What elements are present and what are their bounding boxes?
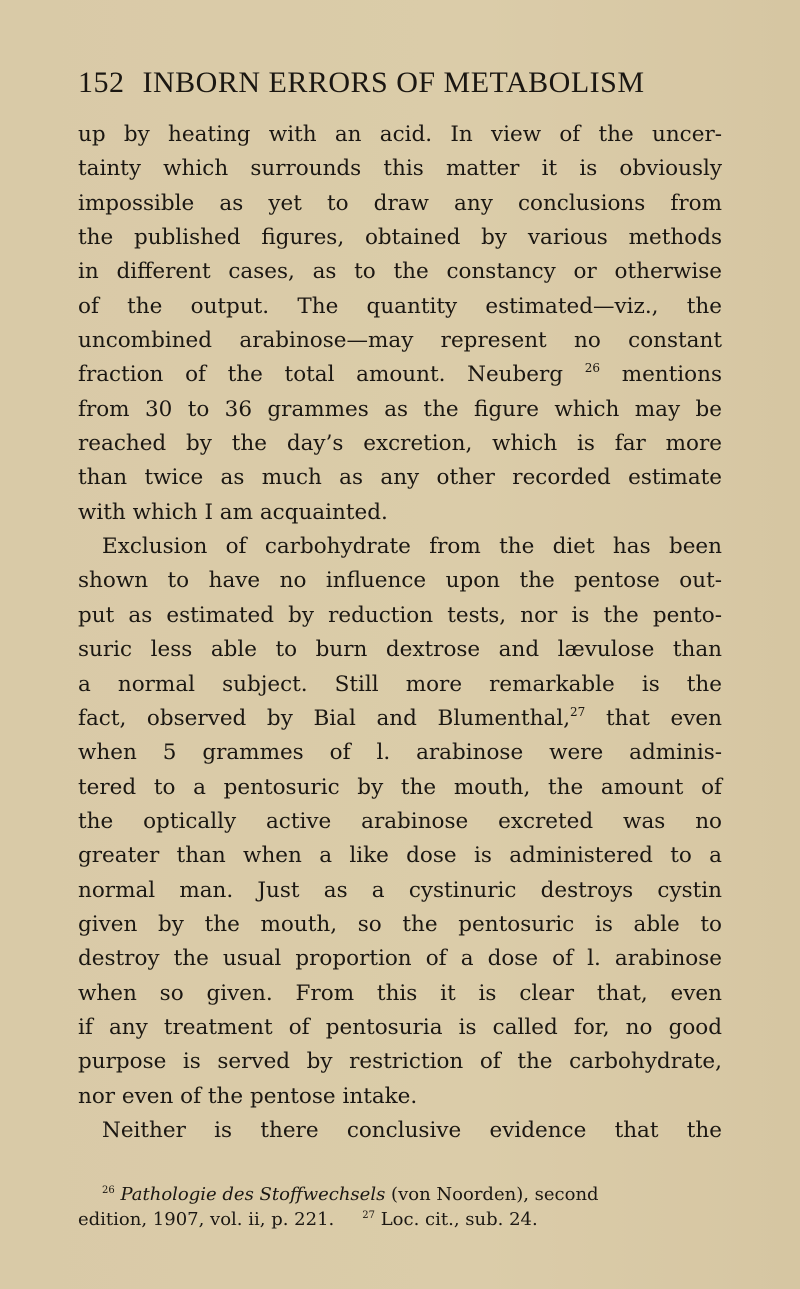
text-line-content: the optically active arabinose excreted was no (78, 808, 722, 834)
text-line (78, 427, 722, 461)
text-line-content: up by heating with an acid. In view of the uncer- (78, 122, 722, 147)
footnote-26-text: (von Noorden), second (385, 1184, 599, 1205)
text-line-content: put as estimated by reduction tests, nor is the pento- (78, 602, 722, 628)
page-number: 152 (78, 66, 125, 99)
footnote-26-continuation (78, 1207, 722, 1232)
footnote-reference: 27 (570, 704, 586, 719)
text-line-content: from 30 to 36 grammes as the figure which may be (78, 396, 722, 422)
text-line-content: normal man. Just as a cystinuric destroys cystin (78, 877, 722, 903)
text-line (78, 221, 722, 255)
text-line (78, 942, 722, 976)
text-line-content: destroy the usual proportion of a dose of l. arabinose (78, 946, 722, 972)
text-line (78, 633, 722, 667)
text-line-content: the published figures, obtained by various methods (78, 225, 722, 251)
footnote-marker-27: 27 (362, 1210, 375, 1221)
text-line (78, 1011, 722, 1045)
text-line (78, 771, 722, 805)
text-line (78, 324, 722, 358)
text-line (78, 736, 722, 770)
text-line (78, 393, 722, 427)
text-line (78, 564, 722, 598)
text-line (78, 461, 722, 495)
text-line (78, 805, 722, 839)
text-line (78, 358, 722, 392)
footnotes (78, 1182, 722, 1232)
text-line-content: shown to have no influence upon the pentose out- (78, 568, 722, 594)
text-line-content: impossible as yet to draw any conclusions from (78, 190, 722, 216)
text-line-content: tainty which surrounds this matter it is obviously (78, 156, 722, 182)
text-line (78, 668, 722, 702)
running-title: INBORN ERRORS OF METABOLISM (142, 66, 645, 99)
text-line-content: than twice as much as any other recorded estimate (78, 465, 722, 491)
text-line (78, 839, 722, 873)
text-line (78, 118, 722, 152)
text-line (78, 1045, 722, 1079)
footnote-27-text: Loc. cit., sub. 24. (375, 1209, 538, 1230)
text-line (78, 702, 722, 736)
text-line-content: of the output. The quantity estimated—viz., the (78, 293, 722, 319)
text-line (78, 1080, 722, 1114)
text-line-content: that even (585, 705, 722, 731)
text-line (78, 255, 722, 289)
text-line (78, 977, 722, 1011)
text-line (78, 187, 722, 221)
text-line-content: fact, observed by Bial and Blumenthal, (78, 705, 571, 731)
text-line (78, 152, 722, 186)
text-line-content: nor even of the pentose intake. (78, 1083, 418, 1109)
text-line-content: in different cases, as to the constancy or otherwise (78, 259, 722, 285)
text-line (78, 1114, 722, 1148)
text-line-content: reached by the day’s excretion, which is far more (78, 431, 722, 457)
text-line-content: mentions (600, 362, 722, 388)
text-line-content: given by the mouth, so the pentosuric is able to (78, 911, 722, 937)
running-header (78, 66, 718, 100)
footnote-26-line (78, 1182, 722, 1207)
text-line-content: a normal subject. Still more remarkable is the (78, 671, 722, 697)
text-line-content: when so given. From this it is clear that, even (78, 980, 722, 1006)
footnote-marker-26: 26 (102, 1185, 115, 1196)
text-line (78, 496, 722, 530)
text-line (78, 530, 722, 564)
text-line-content: Exclusion of carbohydrate from the diet has been (102, 534, 722, 560)
text-line (78, 290, 722, 324)
text-line-content: uncombined arabinose—may represent no constant (78, 328, 722, 354)
footnote-reference: 26 (584, 361, 601, 376)
body-text (78, 118, 722, 1148)
footnote-26-text-cont: edition, 1907, vol. ii, p. 221. (78, 1209, 335, 1230)
text-line-content: with which I am acquainted. (78, 499, 388, 525)
text-line-content: tered to a pentosuric by the mouth, the amount of (78, 774, 722, 800)
text-line-content: suric less able to burn dextrose and lævulose than (78, 637, 722, 663)
footnote-26-title: Pathologie des Stoffwechsels (120, 1184, 386, 1205)
text-line-content: fraction of the total amount. Neuberg (78, 362, 585, 388)
text-line-content: greater than when a like dose is administered to a (78, 843, 722, 869)
text-line-content: Neither is there conclusive evidence that the (102, 1117, 722, 1143)
text-line (78, 874, 722, 908)
text-line (78, 908, 722, 942)
text-line-content: if any treatment of pentosuria is called for, no good (78, 1014, 722, 1040)
text-line (78, 599, 722, 633)
text-line-content: purpose is served by restriction of the carbohydrate, (78, 1049, 722, 1075)
text-line-content: when 5 grammes of l. arabinose were adminis- (78, 740, 722, 766)
